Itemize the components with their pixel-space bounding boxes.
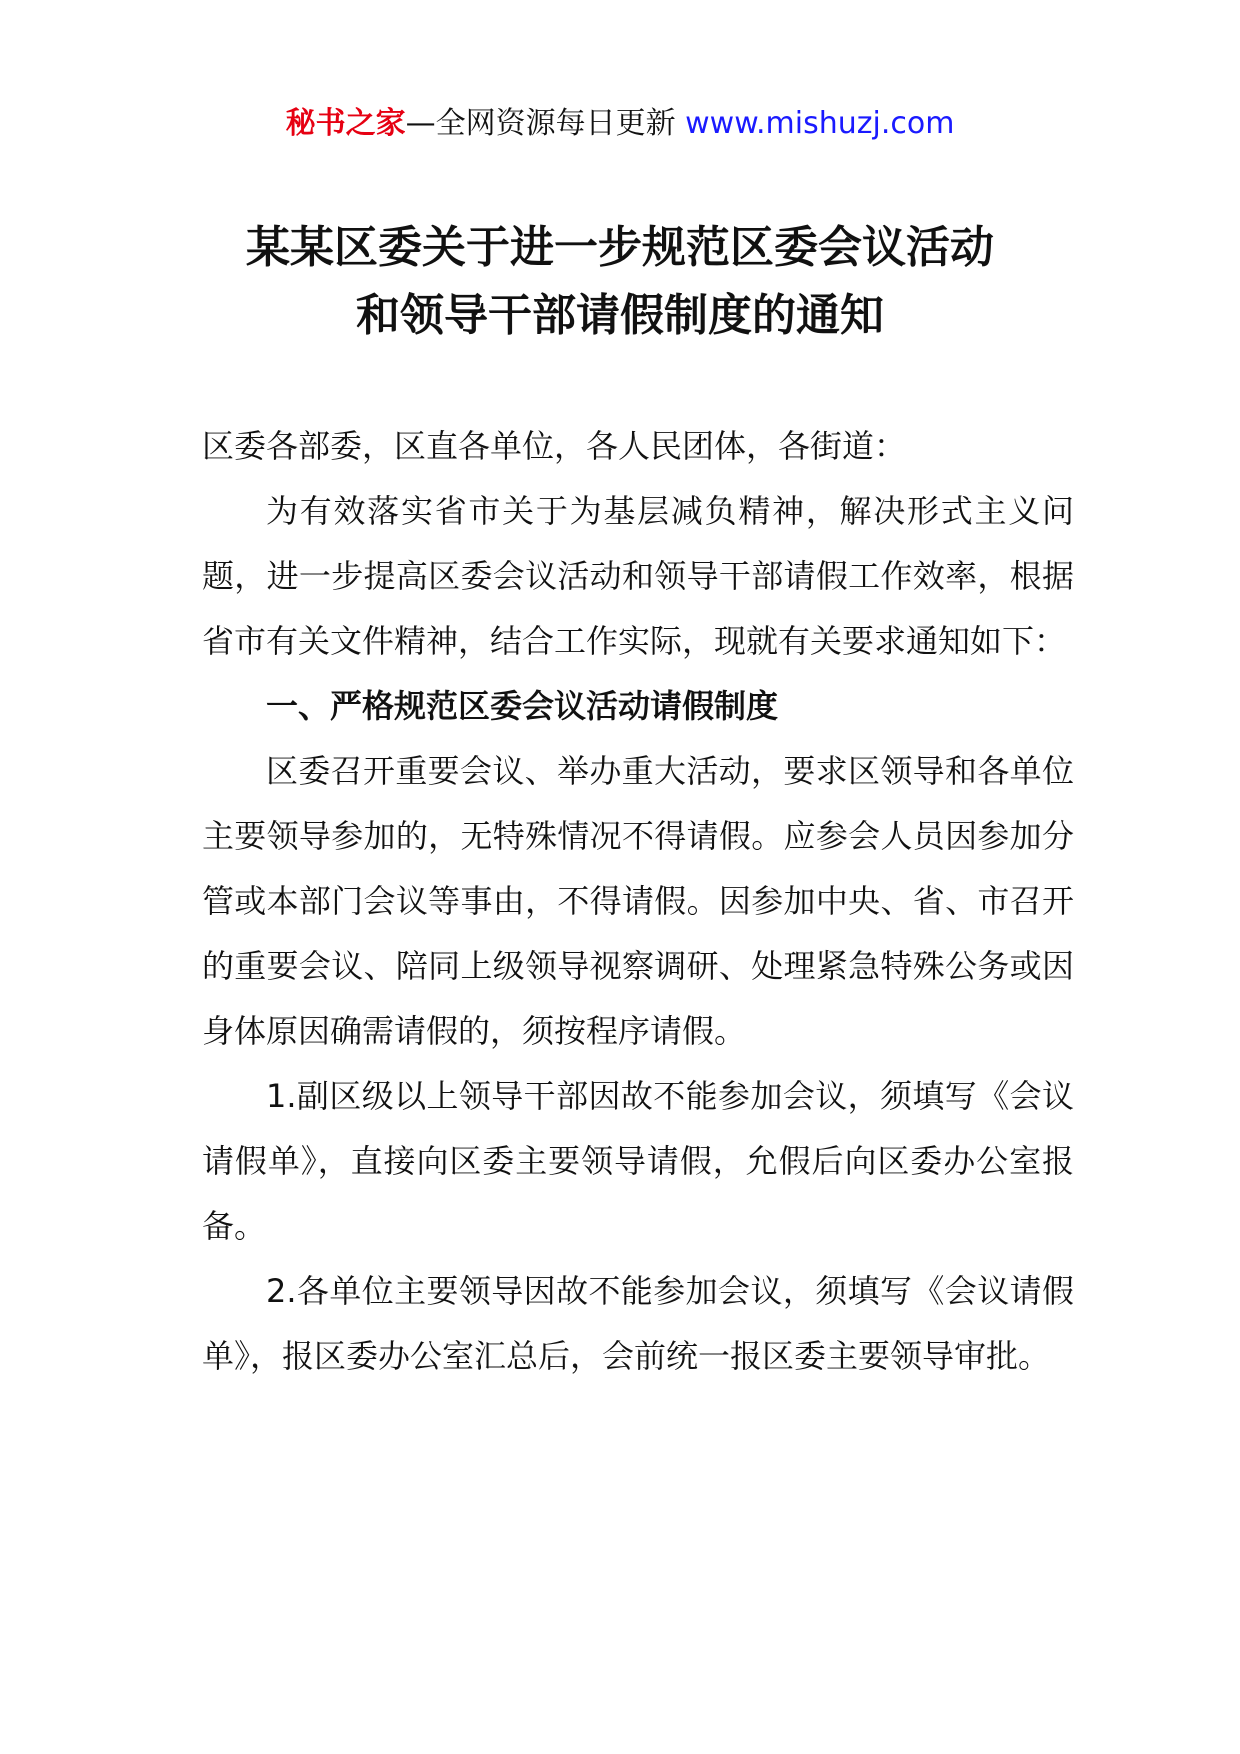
document-body <box>202 414 1074 1389</box>
site-slogan: —全网资源每日更新 <box>405 106 676 141</box>
site-brand: 秘书之家 <box>285 106 406 141</box>
salutation: 区委各部委，区直各单位，各人民团体，各街道： <box>202 427 907 465</box>
site-header <box>0 104 1240 144</box>
document-title-line-2: 和领导干部请假制度的通知 <box>356 290 884 341</box>
site-url-link[interactable]: www.mishuzj.com <box>685 106 955 141</box>
intro-paragraph: 为有效落实省市关于为基层减负精神，解决形式主义问题，进一步提高区委会议活动和领导干部请假工作效率，根据省市有关文件精神，结合工作实际，现就有关要求通知如下： <box>202 492 1074 660</box>
section-1-paragraph: 区委召开重要会议、举办重大活动，要求区领导和各单位主要领导参加的，无特殊情况不得请假。应参会人员因参加分管或本部门会议等事由，不得请假。因参加中央、省、市召开的重要会议、陪同上级领导视察调研、处理紧急特殊公务或因身体原因确需请假的，须按程序请假。 <box>202 752 1074 1050</box>
document-title-line-1: 某某区委关于进一步规范区委会议活动 <box>246 222 994 273</box>
list-item-1: 1.副区级以上领导干部因故不能参加会议，须填写《会议请假单》，直接向区委主要领导请假，允假后向区委办公室报备。 <box>202 1077 1074 1245</box>
document-title <box>0 214 1240 350</box>
section-heading-1: 一、严格规范区委会议活动请假制度 <box>266 687 779 725</box>
list-item-2: 2.各单位主要领导因故不能参加会议，须填写《会议请假单》，报区委办公室汇总后，会前统一报区委主要领导审批。 <box>202 1272 1074 1375</box>
